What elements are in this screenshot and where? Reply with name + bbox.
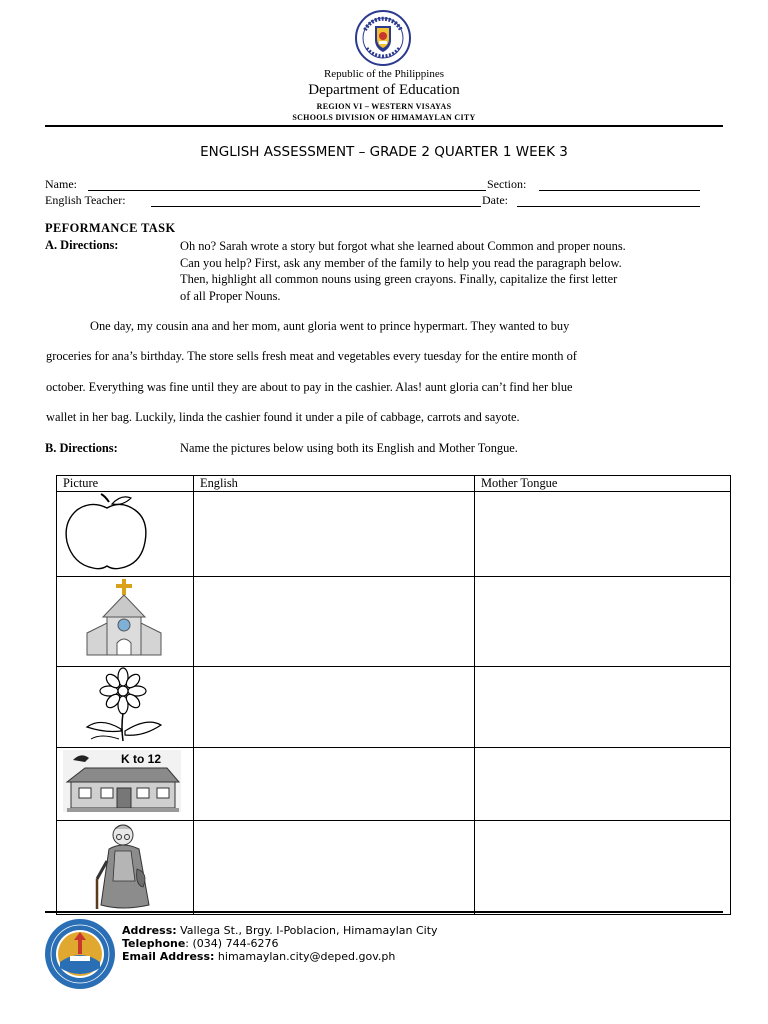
region-line: REGION VI – WESTERN VISAYAS <box>316 102 452 111</box>
telephone-line <box>122 937 279 951</box>
column-header-english: English <box>194 476 475 492</box>
table-row <box>57 577 731 667</box>
telephone-value: : (034) 744-6276 <box>185 937 279 950</box>
story-line: groceries for ana’s birthday. The store sells fresh meat and vegetables every tuesday for the entire month of <box>46 349 577 363</box>
address-label: Address: <box>122 924 177 937</box>
church-picture-cell <box>57 577 194 667</box>
mother-tongue-answer-cell[interactable] <box>475 667 731 748</box>
school-picture-cell <box>57 748 194 821</box>
english-answer-cell[interactable] <box>194 821 475 915</box>
part-b-label: B. Directions: <box>45 441 118 455</box>
flower-picture-cell <box>57 667 194 748</box>
address-value: Vallega St., Brgy. I-Poblacion, Himamaylan City <box>176 924 438 937</box>
k-to-12-sign: K to 12 <box>121 752 162 766</box>
mother-tongue-answer-cell[interactable] <box>475 492 731 577</box>
assessment-title: ENGLISH ASSESSMENT – GRADE 2 QUARTER 1 WEEK 3 <box>200 144 568 160</box>
english-answer-cell[interactable] <box>194 748 475 821</box>
deped-emblem-logo <box>355 10 411 66</box>
mother-tongue-answer-cell[interactable] <box>475 748 731 821</box>
republic-line: Republic of the Philippines <box>323 68 445 80</box>
header-rule <box>45 125 723 127</box>
column-header-picture: Picture <box>57 476 194 492</box>
part-a-line: Oh no? Sarah wrote a story but forgot what she learned about Common and proper nouns. <box>180 239 626 253</box>
apple-picture-cell <box>57 492 194 577</box>
school-picture <box>57 748 194 816</box>
name-field[interactable] <box>88 190 486 191</box>
table-header-row <box>57 476 731 492</box>
email-label: Email Address: <box>122 950 215 963</box>
department-name: Department of Education <box>308 82 460 98</box>
task-heading: PEFORMANCE TASK <box>45 221 176 235</box>
picture-table <box>56 475 731 915</box>
part-a-line: Can you help? First, ask any member of the family to help you read the paragraph below. <box>180 255 622 270</box>
section-field[interactable] <box>539 190 700 191</box>
flower-picture <box>57 667 194 743</box>
part-a-line: of all Proper Nouns. <box>180 288 281 303</box>
telephone-label: Telephone <box>122 937 186 950</box>
name-label: Name: <box>45 177 77 191</box>
mother-tongue-answer-cell[interactable] <box>475 577 731 667</box>
english-answer-cell[interactable] <box>194 492 475 577</box>
email-value: himamaylan.city@deped.gov.ph <box>214 950 396 963</box>
part-a-label: A. Directions: <box>45 238 119 252</box>
apple-picture <box>57 492 194 572</box>
teacher-field[interactable] <box>151 206 481 207</box>
date-field[interactable] <box>517 206 700 207</box>
story-line: wallet in her bag. Luckily, linda the cashier found it under a pile of cabbage, carrots and sayote. <box>46 410 520 424</box>
grandmother-picture <box>57 821 194 910</box>
column-header-mother-tongue: Mother Tongue <box>475 476 731 492</box>
date-label: Date: <box>482 193 508 207</box>
church-picture <box>57 577 194 662</box>
english-answer-cell[interactable] <box>194 667 475 748</box>
division-seal-logo <box>44 918 116 990</box>
story-line: One day, my cousin ana and her mom, aunt gloria went to prince hypermart. They wanted to buy <box>90 319 570 333</box>
email-line <box>122 950 395 964</box>
story-line: october. Everything was fine until they are about to pay in the cashier. Alas! aunt gloria can’t find her blue <box>46 380 573 394</box>
english-answer-cell[interactable] <box>194 577 475 667</box>
table-row <box>57 748 731 821</box>
part-a-directions <box>180 238 626 304</box>
grandmother-picture-cell <box>57 821 194 915</box>
table-row <box>57 492 731 577</box>
division-line: SCHOOLS DIVISION OF HIMAMAYLAN CITY <box>292 113 476 122</box>
section-label: Section: <box>487 177 527 191</box>
part-a-line: Then, highlight all common nouns using green crayons. Finally, capitalize the first letter <box>180 272 618 286</box>
footer-rule <box>45 911 723 913</box>
teacher-label: English Teacher: <box>45 193 126 207</box>
table-row <box>57 667 731 748</box>
mother-tongue-answer-cell[interactable] <box>475 821 731 915</box>
table-row <box>57 821 731 915</box>
address-line <box>122 924 438 938</box>
part-b-directions: Name the pictures below using both its English and Mother Tongue. <box>180 441 518 455</box>
